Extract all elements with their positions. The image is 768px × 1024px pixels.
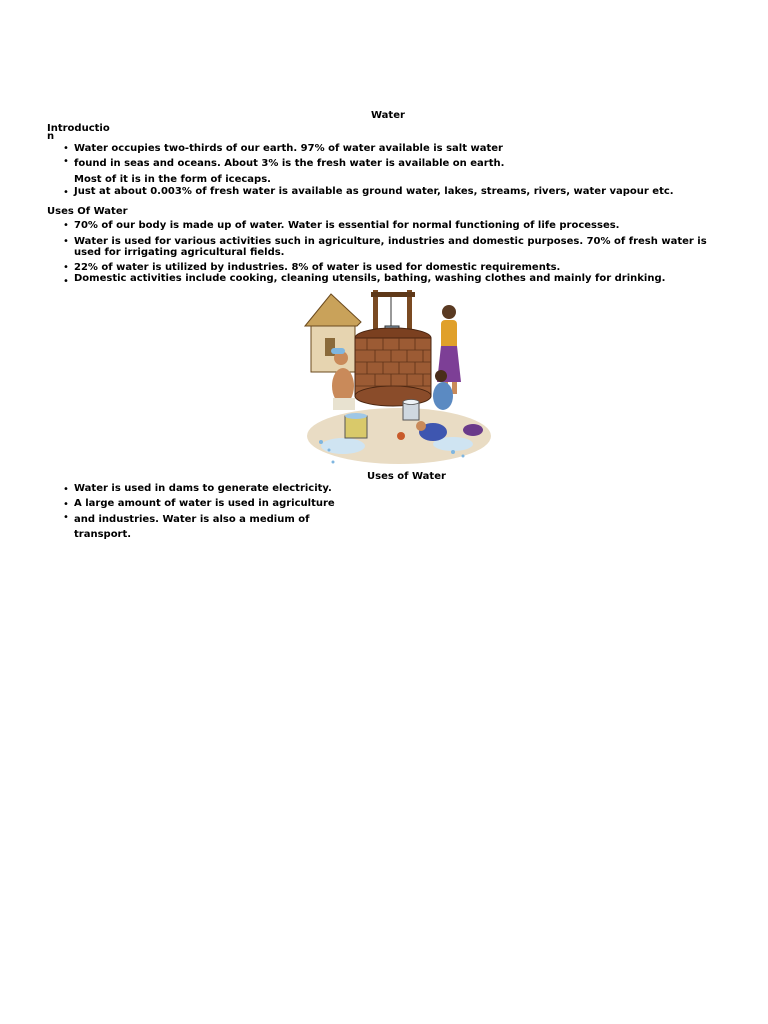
bullet: • [63, 156, 69, 167]
bullet: • [63, 276, 69, 287]
bullet: • [63, 484, 69, 495]
uses-line-2: Water is used for various activities such in agriculture, industries and domestic purposes. 70% of fresh water is [74, 236, 707, 247]
uses-heading: Uses Of Water [47, 206, 128, 217]
more-line-1: Water is used in dams to generate electricity. [74, 483, 332, 494]
more-line-4: transport. [74, 529, 132, 540]
intro-line-4: Just at about 0.003% of fresh water is available as ground water, lakes, streams, rivers, water vapour etc. [74, 186, 674, 197]
uses-line-4: 22% of water is utilized by industries. 8% of water is used for domestic requirements. [74, 262, 561, 273]
bullet: • [63, 220, 69, 231]
uses-line-3: used for irrigating agricultural fields. [74, 247, 285, 258]
figure-caption: Uses of Water [367, 471, 446, 482]
bullet: • [63, 236, 69, 247]
intro-line-3: Most of it is in the form of icecaps. [74, 174, 271, 185]
more-line-2: A large amount of water is used in agriculture [74, 498, 335, 509]
uses-line-1: 70% of our body is made up of water. Water is essential for normal functioning of life processes. [74, 220, 620, 231]
bullet: • [63, 262, 69, 273]
intro-heading-wrap: n [47, 131, 55, 142]
more-line-3: and industries. Water is also a medium of [74, 514, 310, 525]
intro-line-2: found in seas and oceans. About 3% is the fresh water is available on earth. [74, 158, 505, 169]
page-title: Water [371, 110, 405, 121]
uses-line-5: Domestic activities include cooking, cleaning utensils, bathing, washing clothes and mainly for drinking. [74, 273, 666, 284]
bullet: • [63, 187, 69, 198]
bullet: • [63, 499, 69, 510]
intro-line-1: Water occupies two-thirds of our earth. 97% of water available is salt water [74, 143, 503, 154]
village-well-illustration [303, 286, 495, 470]
bullet: • [63, 143, 69, 154]
bullet: • [63, 512, 69, 523]
intro-heading: Introductio [47, 123, 110, 134]
